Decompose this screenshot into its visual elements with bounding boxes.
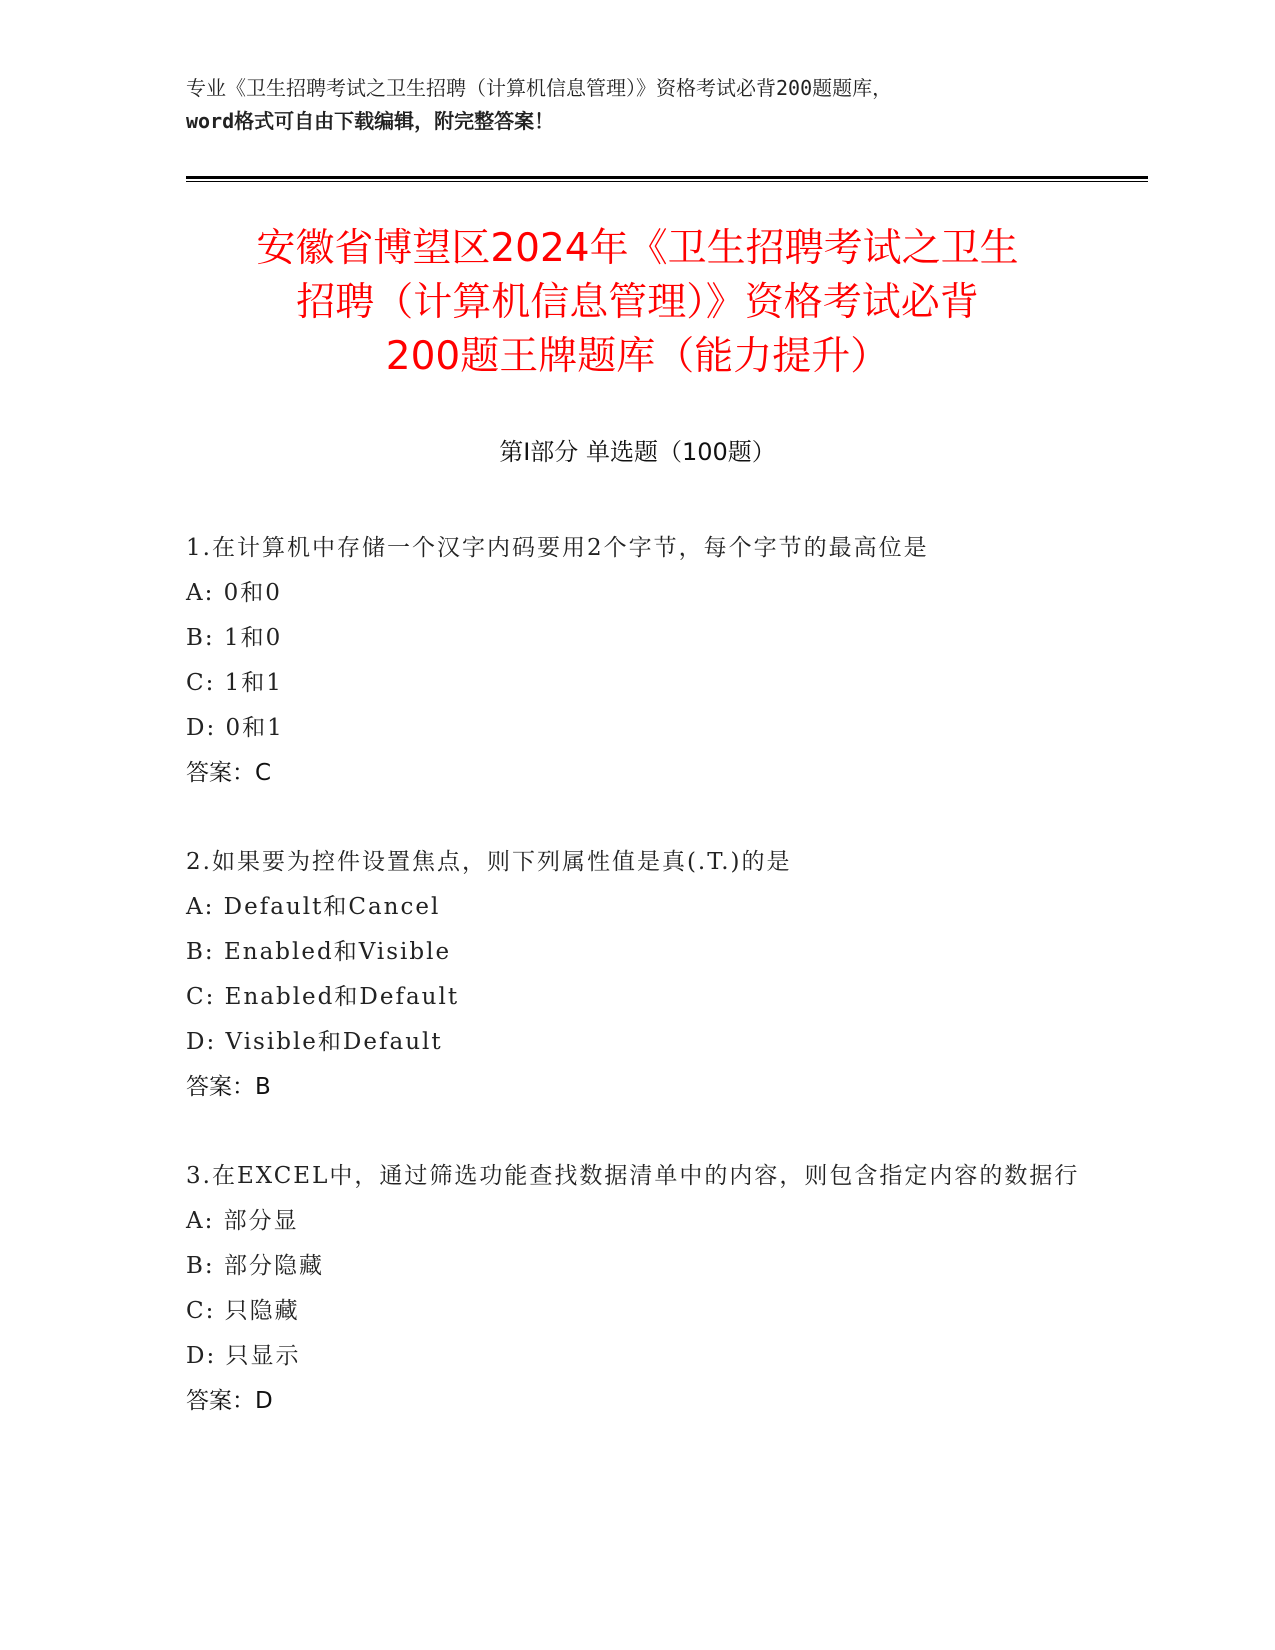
question-stem: 1.在计算机中存储一个汉字内码要用2个字节，每个字节的最高位是: [186, 535, 929, 561]
header-divider-thin: [186, 181, 1148, 182]
title-line-3: 200题王牌题库（能力提升）: [385, 334, 890, 379]
question-item: [186, 840, 1086, 1110]
option-a: A: 0和0: [186, 580, 282, 606]
page-header: [186, 72, 1086, 138]
option-d: D: 只显示: [186, 1343, 301, 1369]
option-a: A: 部分显: [186, 1208, 299, 1234]
option-c: C: 只隐藏: [186, 1298, 300, 1324]
question-stem: 3.在EXCEL中，通过筛选功能查找数据清单中的内容，则包含指定内容的数据行: [186, 1163, 1080, 1189]
option-d: D: 0和1: [186, 715, 284, 741]
section-title: 第Ⅰ部分 单选题（100题）: [499, 438, 776, 466]
question-item: [186, 526, 1086, 796]
option-d: D: Visible和Default: [186, 1029, 443, 1055]
answer-text: 答案：B: [186, 1074, 271, 1100]
question-stem: 2.如果要为控件设置焦点，则下列属性值是真(.T.)的是: [186, 849, 792, 875]
option-c: C: 1和1: [186, 670, 283, 696]
answer-text: 答案：D: [186, 1388, 273, 1414]
document-title: [150, 222, 1125, 384]
title-line-2: 招聘（计算机信息管理）》资格考试必背: [296, 280, 979, 325]
option-b: B: Enabled和Visible: [186, 939, 452, 965]
option-a: A: Default和Cancel: [186, 894, 441, 920]
answer-text: 答案：C: [186, 760, 272, 786]
option-b: B: 部分隐藏: [186, 1253, 324, 1279]
question-list: [186, 526, 1086, 1468]
title-line-1: 安徽省博望区2024年《卫生招聘考试之卫生: [256, 226, 1019, 271]
header-divider-thick: [186, 176, 1148, 179]
question-item: [186, 1154, 1086, 1424]
header-line-2: word格式可自由下载编辑，附完整答案！: [186, 109, 555, 133]
option-b: B: 1和0: [186, 625, 283, 651]
option-c: C: Enabled和Default: [186, 984, 460, 1010]
header-line-1: 专业《卫生招聘考试之卫生招聘（计算机信息管理）》资格考试必背200题题库，: [186, 76, 893, 100]
